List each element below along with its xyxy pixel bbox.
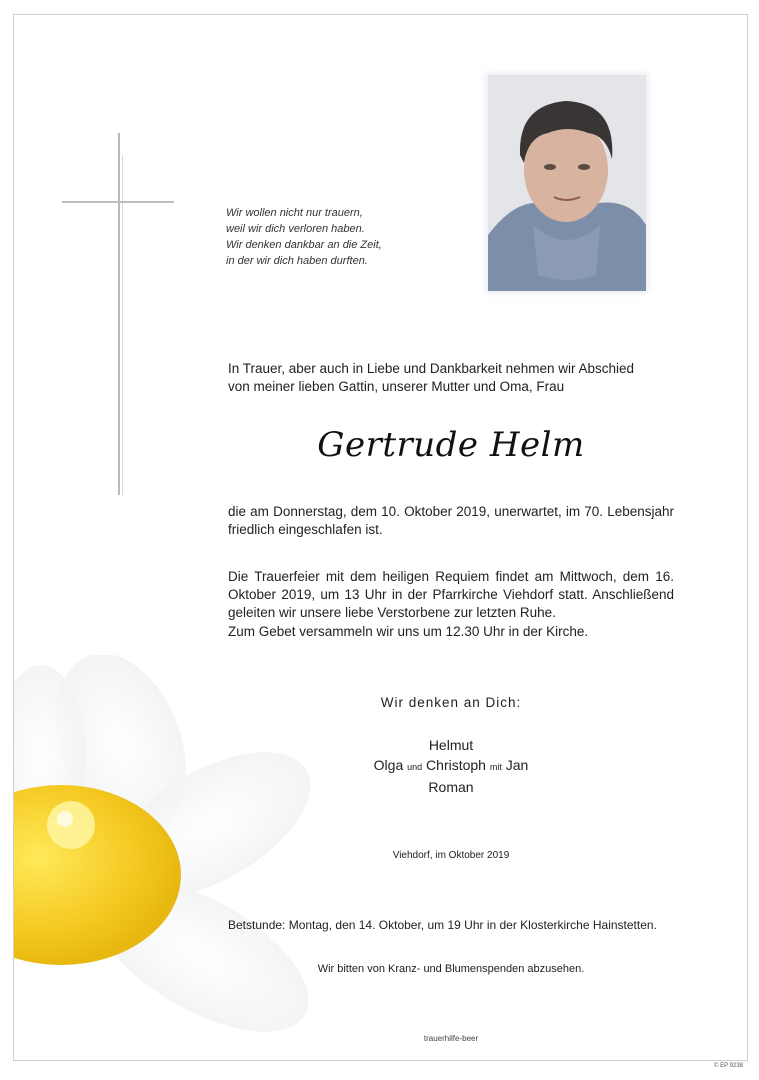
prayer-gathering-text: Zum Gebet versammeln wir uns um 12.30 Uhr in der Kirche. xyxy=(228,624,589,639)
portrait-illustration xyxy=(488,75,646,291)
no-flowers-notice: Wir bitten von Kranz- und Blumenspenden abzusehen. xyxy=(317,963,585,975)
intro-line: von meiner lieben Gattin, unserer Mutter und Oma, Frau xyxy=(228,379,565,394)
cross-shadow-line xyxy=(122,155,123,495)
obituary-card xyxy=(13,14,748,1061)
remembrance-heading: Wir denken an Dich: xyxy=(380,695,522,710)
family-member: Olga xyxy=(373,757,404,773)
memorial-quote xyxy=(226,205,446,269)
family-list xyxy=(228,735,674,797)
cross-horizontal-line xyxy=(62,201,174,203)
place-date: Viehdorf, im Oktober 2019 xyxy=(392,850,510,861)
death-notice-text: die am Donnerstag, dem 10. Oktober 2019, unerwartet, im 70. Lebensjahr friedlich eingeschlafen ist. xyxy=(228,504,674,537)
print-code: © EP 9238 xyxy=(714,1063,743,1069)
quote-line: in der wir dich haben durften. xyxy=(226,255,368,267)
intro-line: In Trauer, aber auch in Liebe und Dankbarkeit nehmen wir Abschied xyxy=(228,361,635,376)
quote-line: Wir wollen nicht nur trauern, xyxy=(226,207,363,219)
family-member: Christoph xyxy=(426,757,486,773)
funeral-details-text: Die Trauerfeier mit dem heiligen Requiem findet am Mittwoch, dem 16. Oktober 2019, um 13 Uhr in der Pfarrkirche Viehdorf statt. Anschließend geleiten wir unsere liebe Verstorbene zur letzten Ruhe. xyxy=(228,569,674,620)
family-member: Roman xyxy=(428,779,474,795)
funeral-service-footer: trauerhilfe-beer xyxy=(423,1034,479,1043)
cross-vertical-line xyxy=(118,133,120,495)
prayer-hour-notice: Betstunde: Montag, den 14. Oktober, um 19 Uhr in der Klosterkirche Hainstetten. xyxy=(228,918,657,932)
quote-line: Wir denken dankbar an die Zeit, xyxy=(226,239,382,251)
deceased-name: Gertrude Helm xyxy=(317,425,585,465)
family-member: Helmut xyxy=(428,737,474,753)
family-connector: und xyxy=(407,762,423,772)
family-line xyxy=(228,755,674,777)
portrait-photo xyxy=(488,75,646,291)
family-connector: mit xyxy=(489,762,502,772)
intro-text xyxy=(228,360,674,396)
quote-line: weil wir dich verloren haben. xyxy=(226,223,365,235)
family-member: Jan xyxy=(505,757,529,773)
